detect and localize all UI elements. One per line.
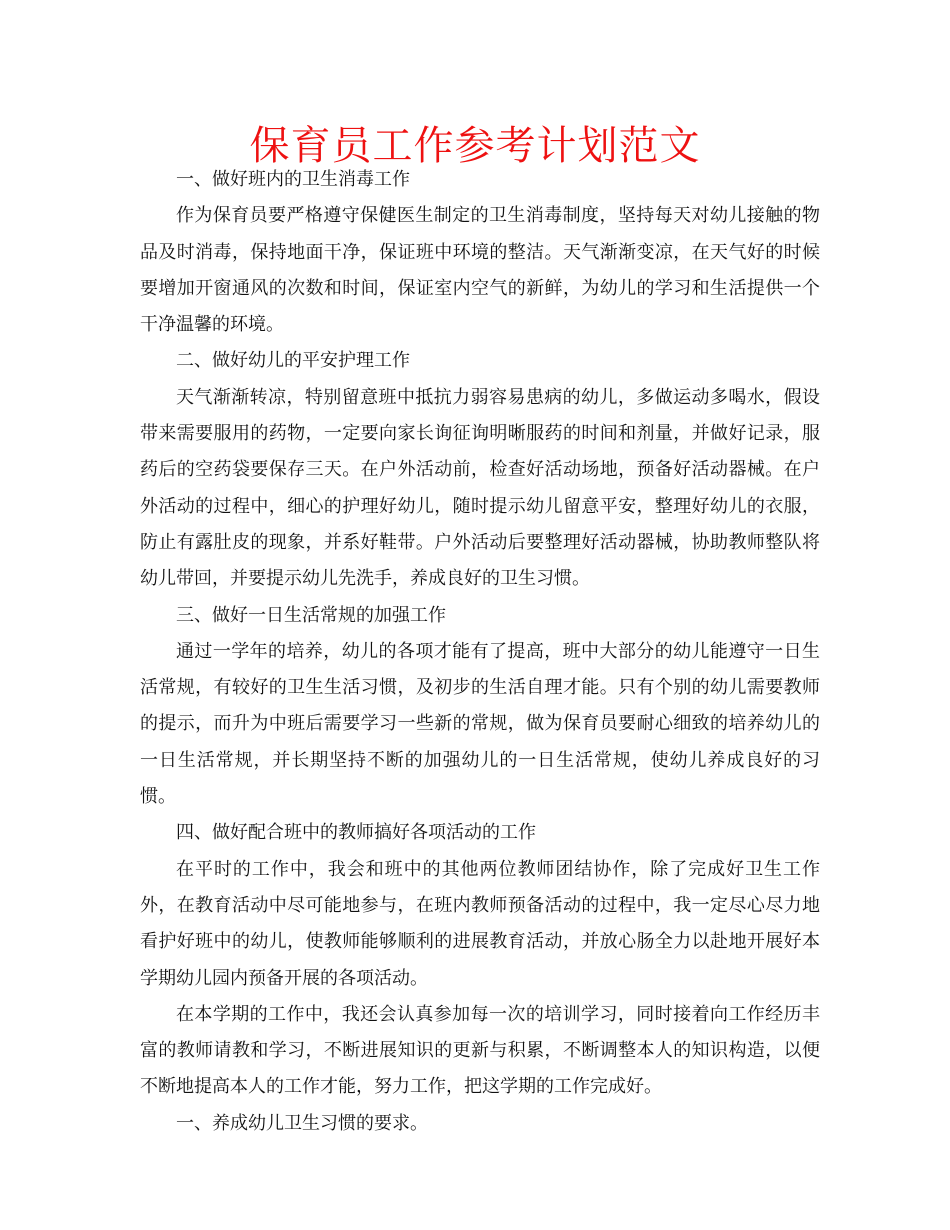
section-heading-1: 一、做好班内的卫生消毒工作 <box>176 169 410 190</box>
document-body <box>140 162 820 1142</box>
paragraph-5: 在本学期的工作中，我还会认真参加每一次的培训学习，同时接着向工作经历丰富的教师请教和学习，不断进展知识的更新与积累，不断调整本人的知识构造，以便不断地提高本人的工作才能，努力工作，把这学期的工作完成好。 <box>140 1003 820 1098</box>
paragraph-1: 作为保育员要严格遵守保健医生制定的卫生消毒制度，坚持每天对幼儿接触的物品及时消毒，保持地面干净，保证班中环境的整洁。天气渐渐变凉，在天气好的时候要增加开窗通风的次数和时间，保证室内空气的新鲜，为幼儿的学习和生活提供一个干净温馨的环境。 <box>140 205 820 336</box>
paragraph-4: 在平时的工作中，我会和班中的其他两位教师团结协作，除了完成好卫生工作外，在教育活动中尽可能地参与，在班内教师预备活动的过程中，我一定尽心尽力地看护好班中的幼儿，使教师能够顺利的进展教育活动，并放心肠全力以赴地开展好本学期幼儿园内预备开展的各项活动。 <box>140 858 820 989</box>
section-heading-4: 四、做好配合班中的教师搞好各项活动的工作 <box>176 822 536 844</box>
paragraph-3: 通过一学年的培养，幼儿的各项才能有了提高，班中大部分的幼儿能遵守一日生活常规，有较好的卫生生活习惯，及初步的生活自理才能。只有个别的幼儿需要教师的提示，而升为中班后需要学习一些新的常规，做为保育员要耐心细致的培养幼儿的一日生活常规，并长期坚持不断的加强幼儿的一日生活常规，使幼儿养成良好的习惯。 <box>140 640 820 808</box>
section-heading-2: 二、做好幼儿的平安护理工作 <box>176 350 410 372</box>
section-heading-5: 一、养成幼儿卫生习惯的要求。 <box>176 1112 428 1134</box>
section-heading-3: 三、做好一日生活常规的加强工作 <box>176 604 446 626</box>
document-title: 保育员工作参考计划范文 <box>249 123 701 169</box>
paragraph-2: 天气渐渐转凉，特别留意班中抵抗力弱容易患病的幼儿，多做运动多喝水，假设带来需要服用的药物，一定要向家长询征询明晰服药的时间和剂量，并做好记录，服药后的空药袋要保存三天。在户外活动前，检查好活动场地，预备好活动器械。在户外活动的过程中，细心的护理好幼儿，随时提示幼儿留意平安，整理好幼儿的衣服，防止有露肚皮的现象，并系好鞋带。户外活动后要整理好活动器械，协助教师整队将幼儿带回，并要提示幼儿先洗手，养成良好的卫生习惯。 <box>140 386 820 590</box>
